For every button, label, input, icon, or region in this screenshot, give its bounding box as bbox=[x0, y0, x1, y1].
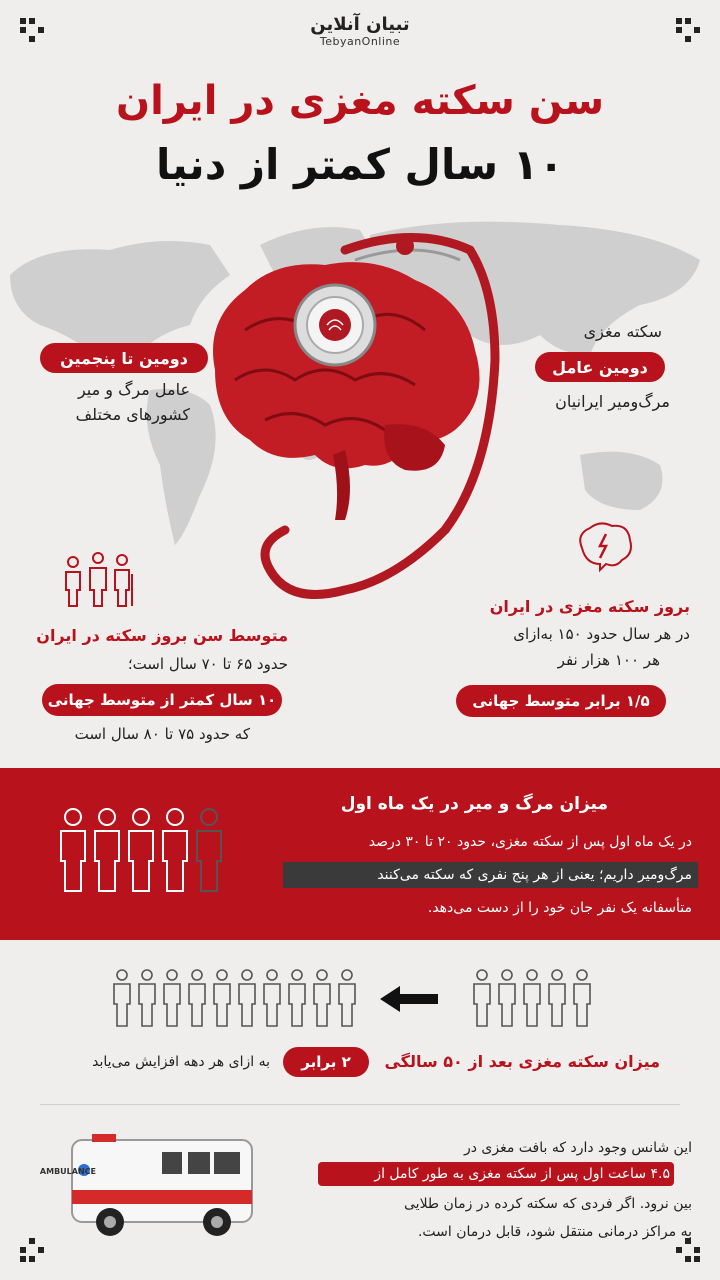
age-card-pill: ۱۰ سال کمتر از متوسط جهانی bbox=[42, 684, 282, 716]
left-card-pill: دومین تا پنجمین bbox=[40, 343, 208, 373]
age-card-line1: حدود ۶۵ تا ۷۰ سال است؛ bbox=[127, 655, 288, 673]
brand-name-en: TebyanOnline bbox=[319, 35, 401, 48]
incidence-card-heading: بروز سکته مغزی در ایران bbox=[489, 597, 690, 616]
mortality-heading: میزان مرگ و میر در یک ماه اول bbox=[340, 794, 608, 814]
section-divider bbox=[40, 1104, 680, 1105]
incidence-card-line2: هر ۱۰۰ هزار نفر bbox=[557, 651, 660, 669]
age-card-line2: که حدود ۷۵ تا ۸۰ سال است bbox=[74, 725, 250, 743]
family-icon bbox=[58, 550, 138, 608]
brain-lightning-icon bbox=[572, 520, 636, 572]
age50-label: میزان سکته مغزی بعد از ۵۰ سالگی bbox=[384, 1052, 660, 1071]
mortality-line3: متأسفانه یک نفر جان خود را از دست می‌دهد. bbox=[427, 900, 692, 916]
right-card-line2: مرگ‌ومیر ایرانیان bbox=[555, 392, 670, 411]
brand-name-fa: تبیان آنلاین bbox=[310, 14, 410, 35]
mortality-line2: مرگ‌ومیر داریم؛ یعنی از هر پنج نفری که سکته می‌کنند bbox=[377, 867, 692, 883]
mortality-line1: در یک ماه اول پس از سکته مغزی، حدود ۲۰ تا ۳۰ درصد bbox=[368, 834, 692, 850]
ambulance-illustration bbox=[39, 1132, 272, 1242]
people-row-right bbox=[470, 968, 595, 1030]
golden-line1: این شانس وجود دارد که بافت مغزی در bbox=[463, 1140, 692, 1156]
brain-stethoscope-illustration bbox=[195, 230, 515, 620]
five-people-icon bbox=[55, 805, 235, 895]
golden-line4: به مراکز درمانی منتقل شود، قابل درمان است. bbox=[417, 1224, 692, 1240]
ambulance-label: AMBULANCE bbox=[39, 1167, 96, 1176]
right-card-pill: دومین عامل bbox=[535, 352, 665, 382]
title-line1: سن سکته مغزی در ایران bbox=[115, 78, 605, 124]
age50-pill: ۲ برابر bbox=[283, 1047, 369, 1077]
people-row-left bbox=[110, 968, 360, 1030]
golden-highlight: ۴.۵ ساعت اول پس از سکته مغزی به طور کامل از bbox=[374, 1166, 670, 1182]
incidence-card-pill: ۱/۵ برابر متوسط جهانی bbox=[456, 685, 666, 717]
age50-suffix: به ازای هر دهه افزایش می‌یابد bbox=[92, 1054, 270, 1070]
left-card-line2: کشورهای مختلف bbox=[75, 405, 190, 424]
brand-logo bbox=[0, 14, 720, 48]
title-line2: ۱۰ سال کمتر از دنیا bbox=[156, 140, 564, 189]
age-card-heading: متوسط سن بروز سکته در ایران bbox=[36, 626, 288, 645]
corner-ornament-bottom-left bbox=[20, 1238, 44, 1262]
golden-line3: بین نرود. اگر فردی که سکته کرده در زمان طلایی bbox=[404, 1196, 692, 1212]
right-card-line1: سکته مغزی bbox=[583, 322, 662, 341]
arrow-left-icon bbox=[378, 984, 438, 1014]
left-card-line1: عامل مرگ و میر bbox=[77, 380, 190, 399]
incidence-card-line1: در هر سال حدود ۱۵۰ به‌ازای bbox=[513, 625, 690, 643]
